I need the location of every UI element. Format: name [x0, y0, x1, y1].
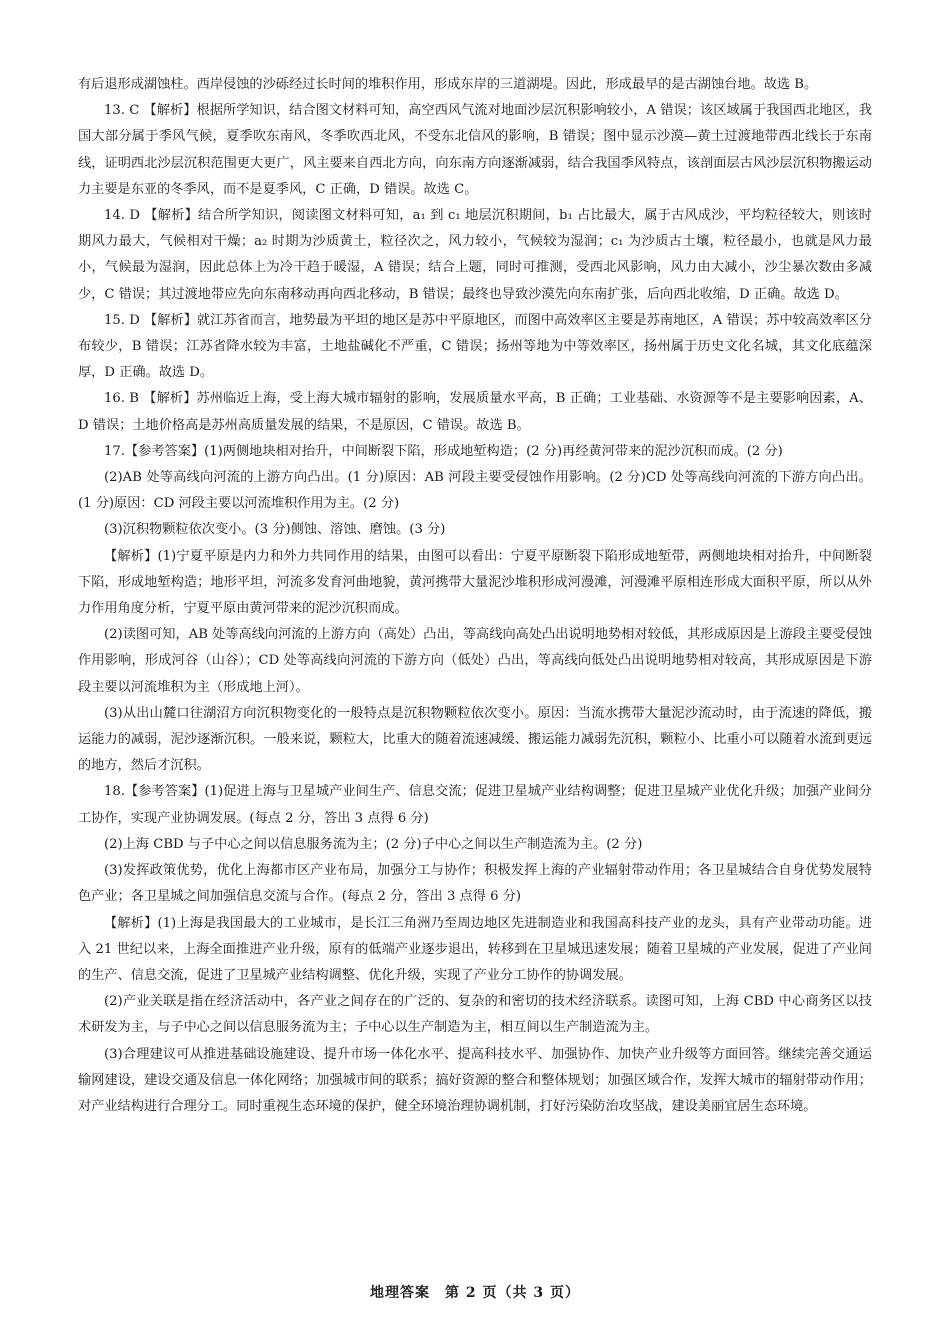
answer-17-part3: (3)沉积物颗粒依次变小。(3 分)侧蚀、溶蚀、磨蚀。(3 分): [104, 522, 446, 538]
answer-17-part2: (2)AB 处等高线向河流的上游方向凸出。(1 分)原因：AB 河段主要受侵蚀作用影响。(2 分)CD 处等高线向河流的下游方向凸出。(1 分)原因：CD 河段主要以河流堆积作用为主。(2 分): [78, 470, 872, 512]
answer-15: 15. D 【解析】就江苏省而言，地势最为平坦的地区是苏中平原地区，而图中高效率区主要是苏南地区，A 错误；苏中较高效率区分布较少，B 错误；江苏省降水较为丰富，土地盐碱化不严重，C 错误；扬州等地为中等效率区，扬州属于历史文化名城，其文化底蕴深厚，D 正确。故选 D。: [78, 312, 872, 381]
analysis-18-part3: (3)合理建议可从推进基础设施建设、提升市场一体化水平、提高科技水平、加强协作、加快产业升级等方面回答。继续完善交通运输网建设，建设交通及信息一体化网络；加强城市间的联系；搞好资源的整合和整体规划；加强区域合作，发挥大城市的辐射带动作用；对产业结构进行合理分工。同时重视生态环境的保护，健全环境治理协调机制，打好污染防治攻坚战，建设美丽宜居生态环境。: [78, 1046, 872, 1114]
analysis-18-part2: (2)产业关联是指在经济活动中，各产业之间存在的广泛的、复杂的和密切的技术经济联系。读图可知，上海 CBD 中心商务区以技术研发为主，与子中心之间以信息服务流为主；子中心以生产制造为主，相互间以生产制造流为主。: [78, 994, 872, 1036]
answer-content: [78, 72, 872, 1120]
paragraph-continuation: 有后退形成湖蚀柱。西岸侵蚀的沙砾经过长时间的堆积作用，形成东岸的三道湖堤。因此，形成最早的是古湖蚀台地。故选 B。: [78, 77, 818, 92]
answer-13: 13. C 【解析】根据所学知识，结合图文材料可知，高空西风气流对地面沙层沉积影响较小，A 错误；该区域属于我国西北地区，我国大部分属于季风气候，夏季吹东南风，冬季吹西北风，不受东北信风的影响，B 错误；图中显示沙漠—黄土过渡地带西北线长于东南线，证明西北沙层沉积范围更大更广，风主要来自西北方向，向东南方向逐渐减弱，结合我国季风特点，该剖面层古风沙层沉积物搬运动力主要是东亚的冬季风，而不是夏季风，C 正确，D 错误。故选 C。: [78, 103, 872, 197]
answer-16: 16. B 【解析】苏州临近上海，受上海大城市辐射的影响，发展质量水平高，B 正确；工业基础、水资源等不是主要影响因素，A、D 错误；土地价格高是苏州高质量发展的结果，不是原因，C 错误。故选 B。: [78, 391, 872, 433]
answer-17-reference: 17.【参考答案】(1)两侧地块相对抬升，中间断裂下陷，形成地堑构造；(2 分)再经黄河带来的泥沙沉积而成。(2 分): [104, 443, 783, 459]
answer-14: 14. D 【解析】结合所学知识，阅读图文材料可知，a₁ 到 c₁ 地层沉积期间，b₁ 占比最大，属于古风成沙，平均粒径较大，则该时期风力最大，气候相对干燥；a₂ 时期为沙质黄土，粒径次之，风力较小，气候较为湿润；c₁ 为沙质古土壤，粒径最小，也就是风力最小，气候最为湿润，因此总体上为冷干趋于暖湿，A 错误；结合上题，同时可推测，受西北风影响，风力由大减小，沙尘暴次数由多减少，C 错误；其过渡地带应先向东南移动再向西北移动，B 错误；最终也导致沙漠先向东南扩张，后向西北收缩，D 正确。故选 D。: [78, 208, 872, 302]
analysis-18-part1: 【解析】(1)上海是我国最大的工业城市，是长江三角洲乃至周边地区先进制造业和我国高科技产业的龙头，具有产业带动功能。进入 21 世纪以来，上海全面推进产业升级，原有的低端产业逐步退出，转移到在卫星城迅速发展；随着卫星城的产业发展，促进了产业间的生产、信息交流，促进了卫星城产业结构调整、优化升级，实现了产业分工协作的协调发展。: [78, 915, 872, 983]
analysis-17-part2: (2)读图可知，AB 处等高线向河流的上游方向（高处）凸出，等高线向高处凸出说明地势相对较低，其形成原因是上游段主要受侵蚀作用影响，形成河谷（山谷）；CD 处等高线向河流的下游方向（低处）凸出，等高线向低处凸出说明地势相对较高，其形成原因是下游段主要以河流堆积为主（形成地上河）。: [78, 627, 873, 695]
analysis-17-part3: (3)从出山麓口往湖沼方向沉积物变化的一般特点是沉积物颗粒依次变小。原因：当流水携带大量泥沙流动时，由于流速的降低，搬运能力的减弱，泥沙逐渐沉积。一般来说，颗粒大，比重大的随着流速减缓、搬运能力减弱先沉积，颗粒小、比重小可以随着水流到更远的地方，然后才沉积。: [78, 705, 872, 774]
answer-18-part2: (2)上海 CBD 与子中心之间以信息服务流为主；(2 分)子中心之间以生产制造流为主。(2 分): [104, 836, 643, 852]
answer-18-reference: 18.【参考答案】(1)促进上海与卫星城产业间生产、信息交流；促进卫星城产业结构调整；促进卫星城产业优化升级；加强产业间分工协作，实现产业协调发展。(每点 2 分，答出 3 点得 6 分): [78, 784, 872, 826]
analysis-17-part1: 【解析】(1)宁夏平原是内力和外力共同作用的结果，由图可以看出：宁夏平原断裂下陷形成地堑带，两侧地块相对抬升，中间断裂下陷，形成地堑构造；地形平坦，河流多发育河曲地貌，黄河携带大量泥沙堆积形成河漫滩，河漫滩平原相连形成大面积平原，所以从外力作用角度分析，宁夏平原由黄河带来的泥沙沉积而成。: [78, 548, 872, 617]
page-footer: 地理答案 第 2 页（共 3 页）: [370, 1285, 580, 1301]
answer-18-part3: (3)发挥政策优势，优化上海都市区产业布局，加强分工与协作；积极发挥上海的产业辐射带动作用；各卫星城结合自身优势发展特色产业；各卫星城之间加强信息交流与合作。(每点 2 分，答出 3 点得 6 分): [78, 863, 872, 905]
